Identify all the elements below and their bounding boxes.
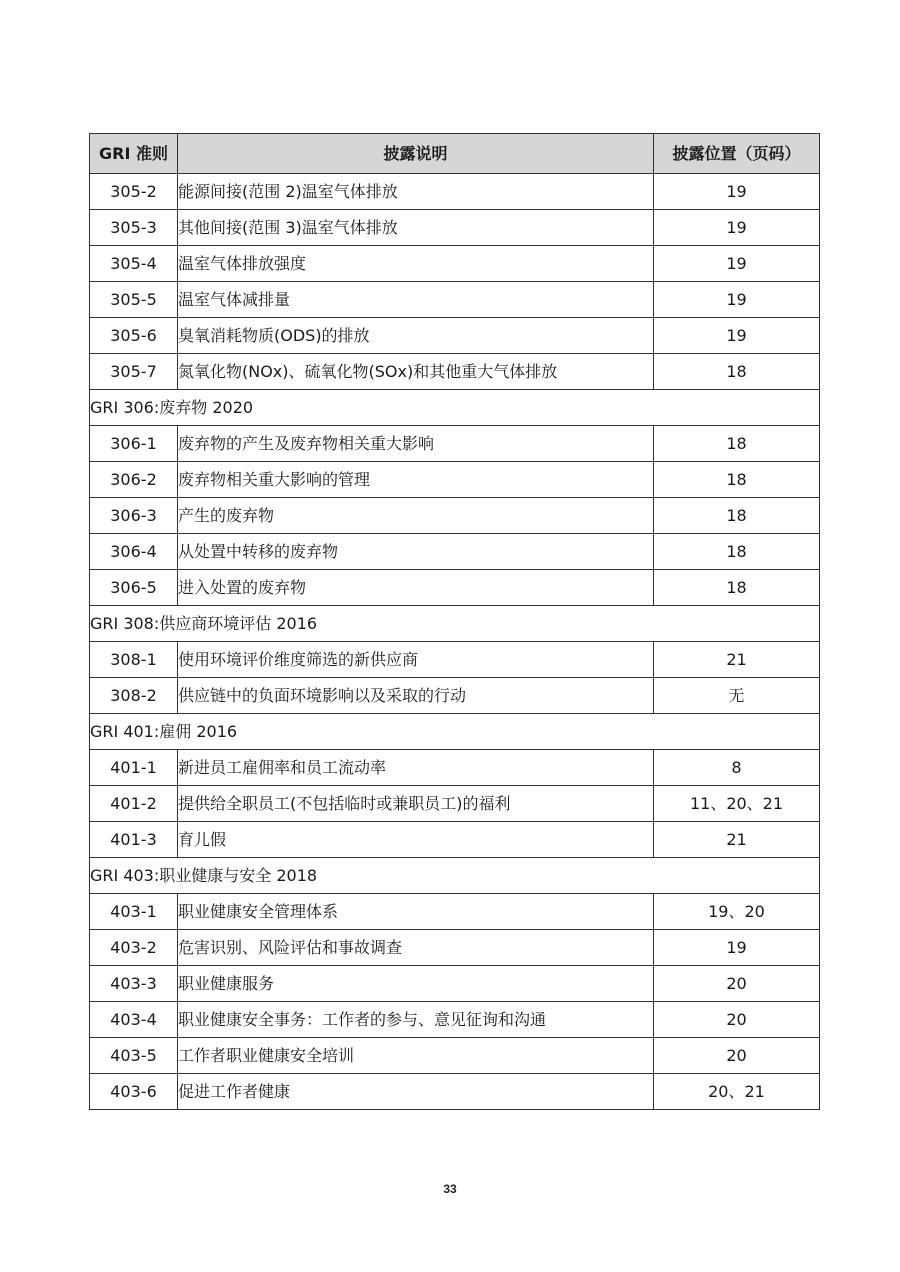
page-reference: 19	[654, 174, 820, 210]
disclosure-description: 能源间接(范围 2)温室气体排放	[178, 174, 654, 210]
disclosure-description: 从处置中转移的废弃物	[178, 534, 654, 570]
section-title: GRI 308:供应商环境评估 2016	[90, 606, 820, 642]
disclosure-code: 306-5	[90, 570, 178, 606]
page-reference: 19	[654, 282, 820, 318]
disclosure-description: 废弃物的产生及废弃物相关重大影响	[178, 426, 654, 462]
page-reference: 19、20	[654, 894, 820, 930]
section-row	[90, 714, 820, 750]
page-reference: 18	[654, 498, 820, 534]
disclosure-description: 氮氧化物(NOx)、硫氧化物(SOx)和其他重大气体排放	[178, 354, 654, 390]
table-row	[90, 678, 820, 714]
table-header	[90, 134, 820, 174]
disclosure-code: 403-5	[90, 1038, 178, 1074]
table-row	[90, 1002, 820, 1038]
disclosure-code: 401-2	[90, 786, 178, 822]
page-reference: 20	[654, 966, 820, 1002]
page-reference: 20	[654, 1002, 820, 1038]
page-reference: 11、20、21	[654, 786, 820, 822]
page-reference: 21	[654, 642, 820, 678]
disclosure-description: 职业健康服务	[178, 966, 654, 1002]
disclosure-code: 401-1	[90, 750, 178, 786]
disclosure-code: 305-5	[90, 282, 178, 318]
header-disclosure: 披露说明	[178, 134, 654, 174]
header-row	[90, 134, 820, 174]
page-number: 33	[443, 1182, 457, 1196]
disclosure-description: 工作者职业健康安全培训	[178, 1038, 654, 1074]
disclosure-code: 305-2	[90, 174, 178, 210]
disclosure-code: 403-3	[90, 966, 178, 1002]
page-reference: 20	[654, 1038, 820, 1074]
disclosure-description: 危害识别、风险评估和事故调查	[178, 930, 654, 966]
table-row	[90, 246, 820, 282]
table-body	[90, 174, 820, 1110]
disclosure-description: 进入处置的废弃物	[178, 570, 654, 606]
section-row	[90, 858, 820, 894]
page-reference: 18	[654, 570, 820, 606]
gri-index-table	[89, 133, 820, 1110]
disclosure-code: 403-2	[90, 930, 178, 966]
disclosure-description: 新进员工雇佣率和员工流动率	[178, 750, 654, 786]
header-gri-standard: GRI 准则	[90, 134, 178, 174]
disclosure-code: 306-2	[90, 462, 178, 498]
disclosure-description: 提供给全职员工(不包括临时或兼职员工)的福利	[178, 786, 654, 822]
table-row	[90, 930, 820, 966]
disclosure-description: 其他间接(范围 3)温室气体排放	[178, 210, 654, 246]
disclosure-description: 职业健康安全管理体系	[178, 894, 654, 930]
table-row	[90, 354, 820, 390]
disclosure-description: 促进工作者健康	[178, 1074, 654, 1110]
disclosure-description: 温室气体减排量	[178, 282, 654, 318]
header-page-location: 披露位置（页码）	[654, 134, 820, 174]
table-row	[90, 966, 820, 1002]
section-row	[90, 606, 820, 642]
page-reference: 8	[654, 750, 820, 786]
page-reference: 19	[654, 210, 820, 246]
disclosure-description: 温室气体排放强度	[178, 246, 654, 282]
disclosure-description: 职业健康安全事务：工作者的参与、意见征询和沟通	[178, 1002, 654, 1038]
page-reference: 18	[654, 534, 820, 570]
disclosure-code: 306-1	[90, 426, 178, 462]
page-reference: 18	[654, 426, 820, 462]
page-reference: 19	[654, 246, 820, 282]
section-title: GRI 401:雇佣 2016	[90, 714, 820, 750]
section-row	[90, 390, 820, 426]
table-row	[90, 1074, 820, 1110]
section-title: GRI 306:废弃物 2020	[90, 390, 820, 426]
disclosure-code: 305-4	[90, 246, 178, 282]
disclosure-code: 403-1	[90, 894, 178, 930]
table-row	[90, 894, 820, 930]
page-reference: 19	[654, 318, 820, 354]
disclosure-description: 供应链中的负面环境影响以及采取的行动	[178, 678, 654, 714]
table-row	[90, 642, 820, 678]
disclosure-description: 产生的废弃物	[178, 498, 654, 534]
table-row	[90, 822, 820, 858]
disclosure-code: 401-3	[90, 822, 178, 858]
table-row	[90, 462, 820, 498]
disclosure-code: 306-3	[90, 498, 178, 534]
disclosure-code: 305-7	[90, 354, 178, 390]
table-row	[90, 1038, 820, 1074]
table-row	[90, 282, 820, 318]
disclosure-code: 403-6	[90, 1074, 178, 1110]
disclosure-code: 308-2	[90, 678, 178, 714]
disclosure-code: 305-3	[90, 210, 178, 246]
table-row	[90, 426, 820, 462]
table-row	[90, 174, 820, 210]
section-title: GRI 403:职业健康与安全 2018	[90, 858, 820, 894]
page-reference: 21	[654, 822, 820, 858]
disclosure-description: 育儿假	[178, 822, 654, 858]
page-reference: 无	[654, 678, 820, 714]
table-row	[90, 498, 820, 534]
disclosure-description: 废弃物相关重大影响的管理	[178, 462, 654, 498]
page-reference: 19	[654, 930, 820, 966]
page-reference: 18	[654, 354, 820, 390]
table-row	[90, 750, 820, 786]
table-row	[90, 786, 820, 822]
disclosure-code: 403-4	[90, 1002, 178, 1038]
table-row	[90, 534, 820, 570]
disclosure-code: 306-4	[90, 534, 178, 570]
page-reference: 20、21	[654, 1074, 820, 1110]
page-reference: 18	[654, 462, 820, 498]
disclosure-code: 305-6	[90, 318, 178, 354]
disclosure-code: 308-1	[90, 642, 178, 678]
table-row	[90, 210, 820, 246]
table-row	[90, 570, 820, 606]
table-row	[90, 318, 820, 354]
disclosure-description: 使用环境评价维度筛选的新供应商	[178, 642, 654, 678]
disclosure-description: 臭氧消耗物质(ODS)的排放	[178, 318, 654, 354]
